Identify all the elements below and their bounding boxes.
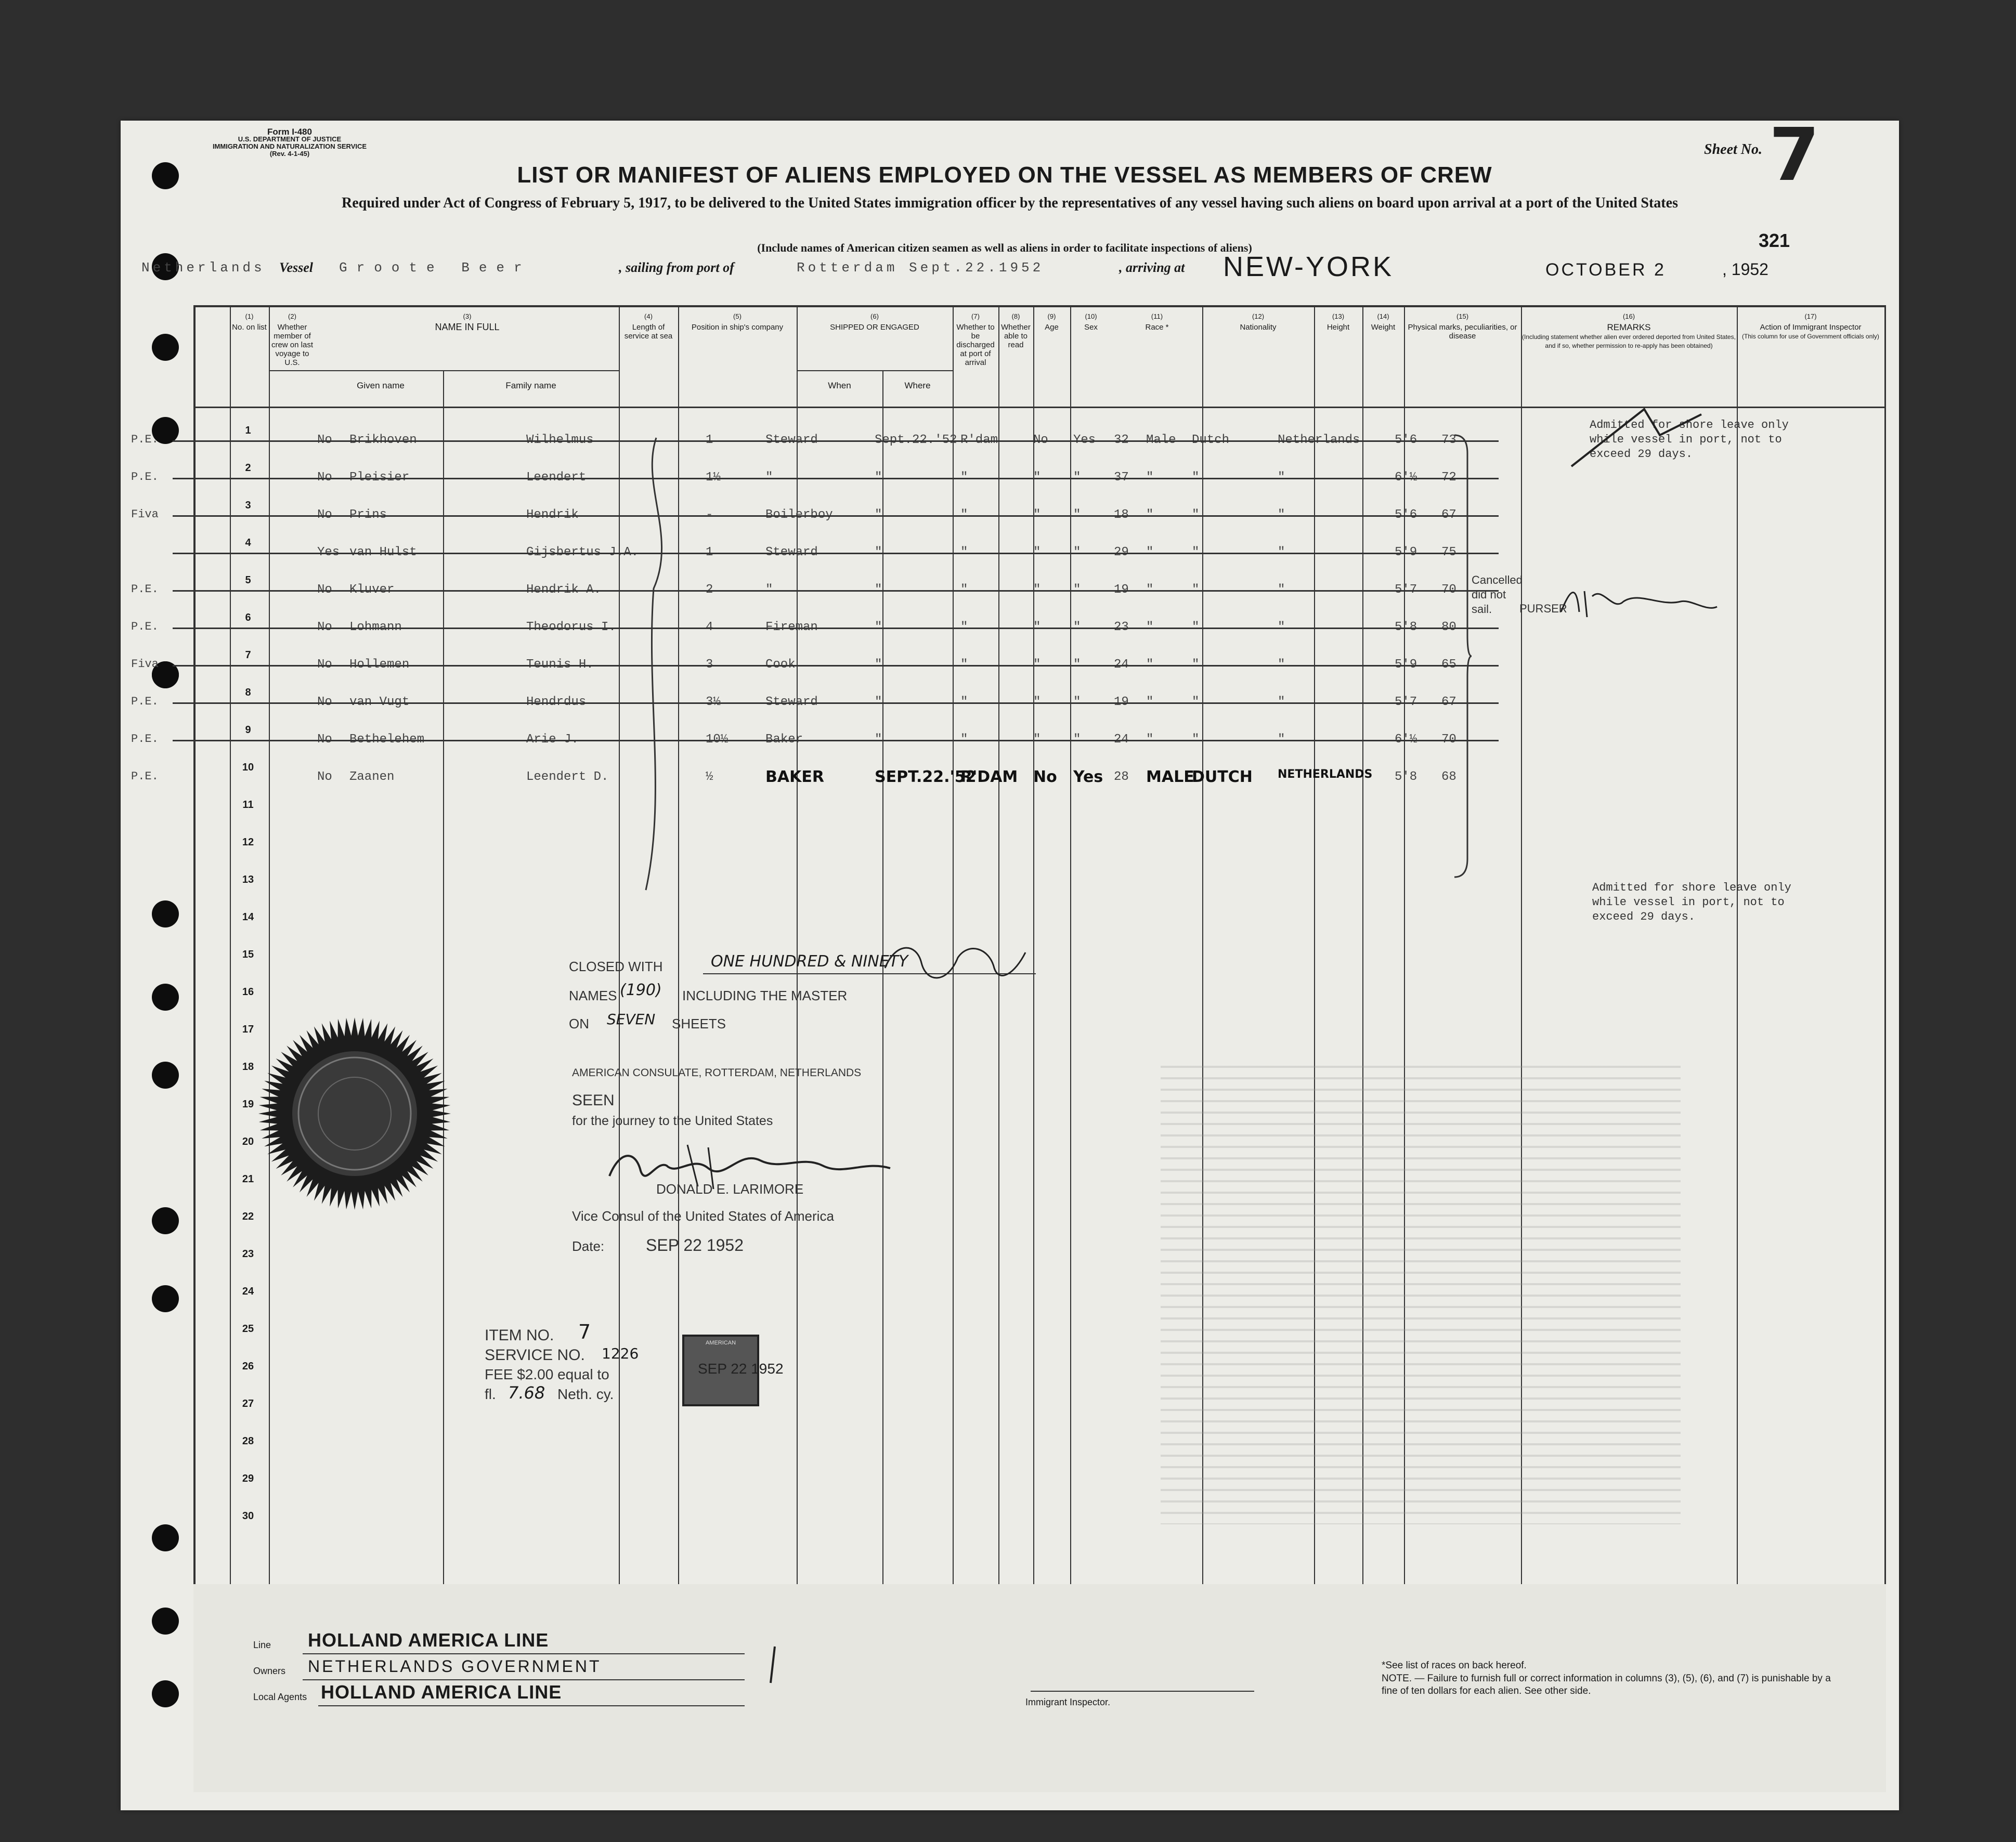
revenue-stamp-date: SEP 22 1952 bbox=[698, 1361, 784, 1377]
header-where: Where bbox=[904, 381, 931, 390]
row-number: 29 bbox=[242, 1473, 254, 1484]
date-label: Date: bbox=[572, 1238, 605, 1254]
header-discharged: (7) Whether to be discharged at port of arrival bbox=[956, 312, 995, 367]
agents-label: Local Agents bbox=[253, 1692, 307, 1702]
strike-through-line bbox=[173, 553, 1499, 554]
flag-country: Netherlands bbox=[141, 260, 265, 276]
cell-age: 28 bbox=[1114, 770, 1129, 784]
header-height: (13) Height bbox=[1326, 312, 1350, 332]
header-given-name: Given name bbox=[357, 381, 405, 390]
cell-sex: MALE bbox=[1146, 768, 1194, 786]
vessel-name: Groote Beer bbox=[339, 260, 531, 276]
table-top-border bbox=[193, 305, 1886, 307]
neth-currency-label: Neth. cy. bbox=[557, 1386, 614, 1402]
cell-prev: No bbox=[317, 770, 332, 784]
cell-family: Zaanen bbox=[349, 770, 395, 784]
cell-cls: P.E. bbox=[131, 620, 159, 633]
sheets-label: SHEETS bbox=[672, 1016, 726, 1031]
header-nationality: (12) Nationality bbox=[1240, 312, 1277, 332]
arrival-port: NEW-YORK bbox=[1223, 251, 1394, 282]
consul-title: Vice Consul of the United States of America bbox=[572, 1208, 834, 1224]
punch-hole bbox=[152, 1680, 179, 1707]
col-rule bbox=[1070, 305, 1071, 1688]
cell-ht: 5'8 bbox=[1395, 770, 1417, 784]
line-label: Line bbox=[253, 1640, 271, 1650]
row-number: 9 bbox=[245, 724, 251, 736]
header-shipped-engaged: (6) SHIPPED OR ENGAGED bbox=[830, 312, 919, 332]
table-right-border bbox=[1884, 305, 1886, 1688]
header-position: (5) Position in ship's company bbox=[691, 312, 784, 332]
names-label: NAMES bbox=[569, 988, 617, 1003]
arrival-year: , 1952 bbox=[1722, 260, 1768, 279]
fee-label: FEE $2.00 equal to bbox=[485, 1366, 609, 1382]
row-number: 28 bbox=[242, 1435, 254, 1447]
row-number: 19 bbox=[242, 1099, 254, 1110]
manifest-page bbox=[121, 113, 1899, 1810]
vessel-label: Vessel bbox=[279, 260, 313, 275]
closing-signature bbox=[875, 937, 1031, 999]
cell-nat: NETHERLANDS bbox=[1278, 768, 1373, 781]
row-number: 22 bbox=[242, 1211, 254, 1222]
consulate-name: AMERICAN CONSULATE, ROTTERDAM, NETHERLANDS bbox=[572, 1067, 862, 1079]
row-number: 7 bbox=[245, 649, 251, 661]
strike-through-line bbox=[173, 740, 1499, 741]
cell-read: Yes bbox=[1073, 768, 1103, 786]
header-when: When bbox=[828, 381, 851, 390]
row-number: 12 bbox=[242, 837, 254, 848]
cell-cls: P.E. bbox=[131, 770, 159, 783]
owners-underline bbox=[303, 1679, 745, 1680]
revenue-stamp-header: AMERICAN bbox=[705, 1340, 736, 1346]
row-number: 20 bbox=[242, 1136, 254, 1147]
remark-strike-mark bbox=[1566, 404, 1712, 472]
item-no-label: ITEM NO. bbox=[485, 1327, 554, 1344]
races-note: *See list of races on back hereof. bbox=[1382, 1660, 1527, 1671]
row-number: 1 bbox=[245, 425, 251, 436]
service-no-label: SERVICE NO. bbox=[485, 1347, 585, 1364]
consul-name: DONALD E. LARIMORE bbox=[656, 1181, 804, 1197]
fl-label: fl. bbox=[485, 1386, 496, 1402]
row-number: 25 bbox=[242, 1323, 254, 1335]
arrival-date: OCTOBER 2 bbox=[1545, 260, 1666, 280]
shipped-subheader-rule bbox=[797, 370, 953, 371]
strike-through-line bbox=[173, 702, 1499, 704]
document-note: (Include names of American citizen seamen as well as aliens in order to facilitate inspections of aliens) bbox=[757, 241, 1252, 254]
punch-hole bbox=[152, 1285, 179, 1312]
header-sex: (10) Sex bbox=[1084, 312, 1098, 332]
including-master-label: INCLUDING THE MASTER bbox=[682, 988, 848, 1003]
departure-port: Rotterdam Sept.22.1952 bbox=[797, 260, 1044, 276]
punch-hole bbox=[152, 984, 179, 1011]
row-number: 27 bbox=[242, 1398, 254, 1409]
col-rule bbox=[1737, 305, 1738, 1688]
strike-through-line bbox=[173, 515, 1499, 517]
header-previous-voyage: (2) Whether member of crew on last voyage to U.S. bbox=[271, 312, 314, 367]
closed-count-words: ONE HUNDRED & NINETY bbox=[711, 952, 908, 971]
header-inspector-action: (17) Action of Immigrant Inspector (This column for use of Government officials only) bbox=[1742, 312, 1879, 340]
fl-amount: 7.68 bbox=[508, 1383, 545, 1403]
header-remarks: (16) REMARKS (Including statement whether alien ever ordered deported from United States, and if so, whether permission to re-apply has been obtained) bbox=[1522, 312, 1736, 349]
cell-given: Leendert D. bbox=[526, 770, 609, 784]
header-name-in-full: (3) NAME IN FULL bbox=[435, 312, 500, 332]
strike-through-line bbox=[173, 590, 1499, 592]
row-number: 21 bbox=[242, 1173, 254, 1185]
cell-wt: 68 bbox=[1441, 770, 1456, 784]
cell-pos: BAKER bbox=[765, 768, 824, 786]
header-able-to-read: (8) Whether able to read bbox=[1001, 312, 1031, 349]
department: U.S. DEPARTMENT OF JUSTICE bbox=[238, 135, 342, 143]
consulate-date: SEP 22 1952 bbox=[646, 1236, 744, 1255]
on-label: ON bbox=[569, 1016, 589, 1031]
header-weight: (14) Weight bbox=[1371, 312, 1396, 332]
arriving-label: , arriving at bbox=[1119, 260, 1185, 275]
header-no-on-list: (1) No. on list bbox=[232, 312, 267, 332]
cancelled-bracket bbox=[1452, 433, 1473, 880]
row-number: 13 bbox=[242, 874, 254, 885]
remark-row-1: Admitted for shore leave only while vessel in port, not to exceed 29 days. bbox=[1590, 419, 1789, 461]
inspector-signature-line bbox=[1031, 1691, 1254, 1692]
cell-dis: No bbox=[1033, 768, 1057, 786]
header-physical-marks: (15) Physical marks, peculiarities, or disease bbox=[1408, 312, 1517, 341]
row-number: 15 bbox=[242, 949, 254, 960]
inspector-label: Immigrant Inspector. bbox=[1025, 1697, 1111, 1707]
form-number: Form I-480 bbox=[267, 127, 312, 137]
line-underline bbox=[303, 1653, 745, 1654]
name-subheader-rule bbox=[269, 370, 619, 371]
sheet-number: 7 bbox=[1769, 113, 1820, 198]
strike-through-line bbox=[173, 665, 1499, 667]
agents-value: HOLLAND AMERICA LINE bbox=[321, 1681, 562, 1703]
closed-count-number: (190) bbox=[620, 981, 662, 999]
seen-label: SEEN bbox=[572, 1092, 615, 1109]
page-number: 321 bbox=[1759, 230, 1790, 251]
bleed-through-text bbox=[1161, 1056, 1681, 1524]
row-number: 4 bbox=[245, 537, 251, 548]
cell-race: DUTCH bbox=[1192, 768, 1253, 786]
consular-seal bbox=[256, 1015, 453, 1212]
punch-hole bbox=[152, 1207, 179, 1234]
sheets-count-word: SEVEN bbox=[607, 1011, 656, 1028]
service-no-value: 1226 bbox=[602, 1345, 639, 1362]
cancelled-note: Cancelled did not sail. bbox=[1472, 573, 1523, 616]
row-number: 24 bbox=[242, 1286, 254, 1297]
agents-underline bbox=[318, 1705, 745, 1706]
row-number: 2 bbox=[245, 462, 251, 474]
cell-cls: P.E. bbox=[131, 733, 159, 746]
punch-hole bbox=[152, 900, 179, 927]
strike-through-line bbox=[173, 628, 1499, 629]
row-number: 23 bbox=[242, 1248, 254, 1260]
cell-cls: P.E. bbox=[131, 695, 159, 708]
form-identifier bbox=[196, 128, 383, 158]
journey-label: for the journey to the United States bbox=[572, 1114, 773, 1128]
revision: (Rev. 4-1-45) bbox=[269, 150, 310, 158]
row-number: 16 bbox=[242, 986, 254, 998]
row-number: 18 bbox=[242, 1061, 254, 1073]
purser-signature bbox=[1556, 581, 1722, 628]
closed-with-label: CLOSED WITH bbox=[569, 959, 663, 974]
header-family-name: Family name bbox=[505, 381, 556, 390]
sailing-label: , sailing from port of bbox=[619, 260, 734, 275]
header-length-of-service: (4) Length of service at sea bbox=[624, 312, 673, 341]
punch-hole bbox=[152, 1608, 179, 1635]
line-value: HOLLAND AMERICA LINE bbox=[308, 1629, 549, 1651]
document-title: LIST OR MANIFEST OF ALIENS EMPLOYED ON THE VESSEL AS MEMBERS OF CREW bbox=[517, 162, 1492, 188]
punch-hole bbox=[152, 1062, 179, 1089]
cell-cls: Fiva bbox=[131, 508, 159, 521]
row-number: 14 bbox=[242, 911, 254, 923]
row-number: 26 bbox=[242, 1361, 254, 1372]
punch-hole bbox=[152, 162, 179, 189]
row-number: 30 bbox=[242, 1510, 254, 1522]
owners-label: Owners bbox=[253, 1666, 286, 1676]
strike-through-line bbox=[173, 478, 1499, 479]
cell-cls: P.E. bbox=[131, 471, 159, 484]
col-rule bbox=[269, 305, 270, 1688]
header-age: (9) Age bbox=[1045, 312, 1059, 332]
cell-where: R'DAM bbox=[960, 768, 1018, 786]
cell-cls: P.E. bbox=[131, 583, 159, 596]
strike-through-line bbox=[173, 440, 1499, 442]
col-rule bbox=[882, 370, 883, 1688]
cell-when: SEPT.22.'52 bbox=[875, 768, 977, 786]
punch-hole bbox=[152, 334, 179, 361]
document-subtitle: Required under Act of Congress of February 5, 1917, to be delivered to the United States immigration officer by the representatives of any vessel having such aliens on board upon arrival at a port of the United States bbox=[342, 195, 1678, 211]
cell-svc: ½ bbox=[706, 770, 713, 784]
owners-value: NETHERLANDS GOVERNMENT bbox=[308, 1657, 602, 1676]
row-number: 6 bbox=[245, 612, 251, 623]
service-column-scribble bbox=[625, 433, 687, 906]
punch-hole bbox=[152, 1524, 179, 1551]
item-no-value: 7 bbox=[578, 1321, 591, 1343]
remark-row-10: Admitted for shore leave only while vessel in port, not to exceed 29 days. bbox=[1592, 881, 1791, 923]
cell-cls: P.E. bbox=[131, 433, 159, 446]
sheet-label: Sheet No. bbox=[1704, 141, 1762, 158]
row-number: 8 bbox=[245, 687, 251, 698]
cell-cls: Fiva bbox=[131, 658, 159, 671]
purser-label: PURSER bbox=[1519, 602, 1567, 615]
row-number: 10 bbox=[242, 762, 254, 773]
row-number: 5 bbox=[245, 574, 251, 586]
service-name: IMMIGRATION AND NATURALIZATION SERVICE bbox=[212, 142, 367, 150]
row-number: 17 bbox=[242, 1024, 254, 1035]
penalty-note: NOTE. — Failure to furnish full or correct information in columns (3), (5), (6), and (7) is punishable by a fine of ten dollars for each alien. See other side. bbox=[1382, 1673, 1831, 1696]
tick-mark bbox=[765, 1644, 781, 1686]
header-race: (11) Race * bbox=[1145, 312, 1169, 332]
table-left-border bbox=[193, 305, 196, 1688]
row-number: 11 bbox=[242, 799, 254, 811]
row-number: 3 bbox=[245, 500, 251, 511]
